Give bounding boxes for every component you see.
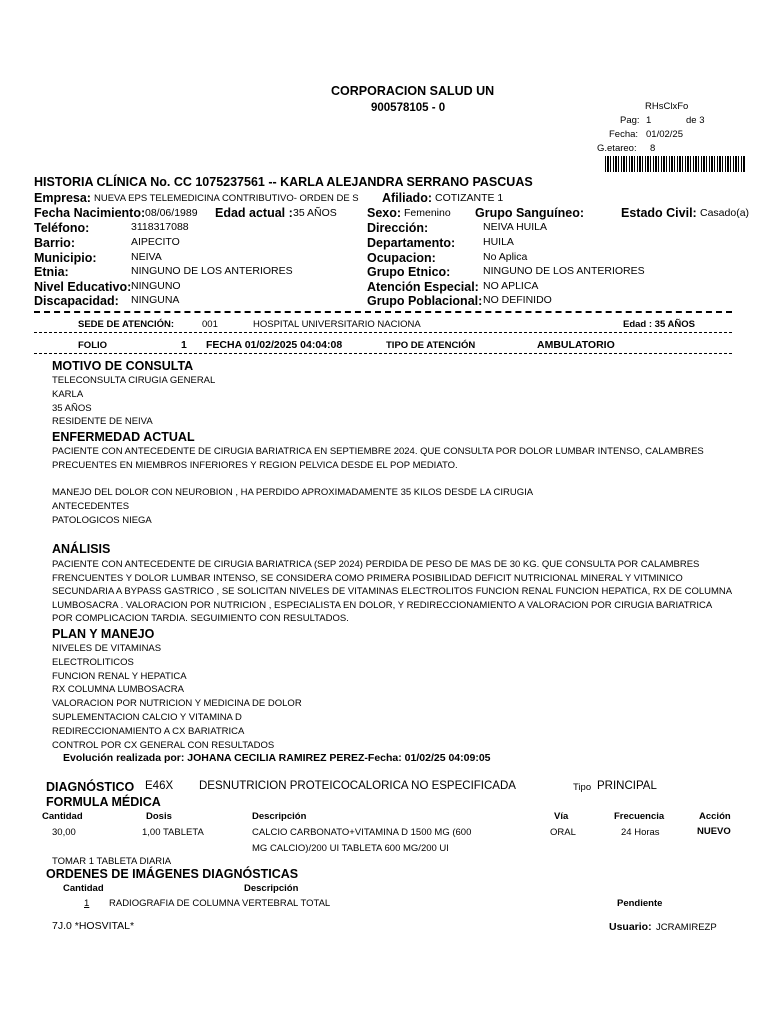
report-date: 01/02/25 [646,129,683,140]
age-group-label: G.etareo: [597,143,637,154]
formula-heading: FORMULA MÉDICA [46,795,161,809]
atencion-especial-value: NO APLICA [483,280,539,292]
motivo-line: TELECONSULTA CIRUGIA GENERAL [52,375,216,386]
divider [34,311,732,313]
tipo-atencion-label: TIPO DE ATENCIÓN [386,340,476,351]
plan-line: NIVELES DE VITAMINAS [52,643,162,654]
motivo-heading: MOTIVO DE CONSULTA [52,359,194,373]
usuario-value: JCRAMIREZP [656,922,717,933]
formula-frecuencia: 24 Horas [621,827,660,838]
sexo-label: Sexo: [367,206,402,220]
age-group: 8 [650,143,656,154]
estado-civil-label: Estado Civil: [621,206,697,220]
grupo-poblacional-label: Grupo Poblacional: [367,294,483,308]
imagenes-heading: ORDENES DE IMÁGENES DIAGNÓSTICAS [46,867,299,881]
atencion-especial-label: Atención Especial: [367,280,479,294]
col-cantidad: Cantidad [42,811,83,822]
imagenes-estado: Pendiente [617,898,663,909]
barrio-label: Barrio: [34,236,75,250]
plan-line: ELECTROLITICOS [52,656,134,668]
motivo-line: KARLA [52,388,84,400]
formula-desc-line1: CALCIO CARBONATO+VITAMINA D 1500 MG (600 [252,827,472,838]
plan-heading: PLAN Y MANEJO [52,627,155,641]
departamento-value: HUILA [483,236,514,248]
plan-line: FUNCION RENAL Y HEPATICA [52,670,187,682]
diagnostico-code: E46X [145,780,174,792]
afiliado-label: Afiliado: [382,191,432,205]
col-dosis: Dosis [146,811,172,822]
imagenes-col-descripcion: Descripción [244,883,299,894]
direccion-value: NEIVA HUILA [483,221,547,233]
direccion-label: Dirección: [367,221,429,235]
sede-code: 001 [202,319,218,330]
nivel-educativo-label: Nivel Educativo: [34,280,132,294]
page-number: 1 [646,115,652,126]
formula-via: ORAL [550,827,576,838]
software-version: 7J.0 *HOSVITAL* [52,920,135,932]
sede-name: HOSPITAL UNIVERSITARIO NACIONA [253,319,421,330]
col-frecuencia: Frecuencia [614,811,665,822]
evolucion-line: Evolución realizada por: JOHANA CECILIA RAMIREZ PEREZ-Fecha: 01/02/25 04:09:05 [63,752,491,764]
tipo-atencion-value: AMBULATORIO [537,339,615,351]
etnia-label: Etnia: [34,265,69,279]
date-label: Fecha: [609,129,639,140]
edad-value: 35 AÑOS [293,207,337,219]
enfermedad-lines [52,486,533,527]
folio-date: FECHA 01/02/2025 04:04:08 [206,339,343,351]
org-name: CORPORACION SALUD UN [331,84,495,98]
discapacidad-label: Discapacidad: [34,294,119,308]
grupo-poblacional-value: NO DEFINIDO [483,294,552,306]
clinical-history-title: HISTORIA CLÍNICA No. CC 1075237561 -- KARLA ALEJANDRA SERRANO PASCUAS [34,175,533,189]
sede-edad: Edad : 35 AÑOS [623,319,695,330]
divider [34,332,732,333]
nivel-educativo-value: NINGUNO [131,280,181,292]
telefono-value: 3118317088 [131,221,189,233]
sexo-value: Femenino [404,207,451,219]
plan-line: RX COLUMNA LUMBOSACRA [52,684,184,696]
barcode [605,156,745,172]
telefono-label: Teléfono: [34,221,90,235]
formula-accion: NUEVO [697,826,731,837]
enfermedad-heading: ENFERMEDAD ACTUAL [52,430,195,444]
motivo-line: RESIDENTE DE NEIVA [52,416,153,428]
enfermedad-paragraph: PACIENTE CON ANTECEDENTE DE CIRUGIA BARIATRICA EN SEPTIEMBRE 2024. QUE CONSULTA POR DOLOR LUMBAR INTENSO, CALAMBRES PRECUENTES EN MIEMBROS INFERIORES Y REGION PELVICA DESDE EL POP MEDIATO. [52,446,704,471]
folio-number: 1 [181,339,187,351]
imagenes-cantidad: 1 [84,898,90,909]
formula-note: TOMAR 1 TABLETA DIARIA [52,856,172,867]
enfermedad-line: ANTECEDENTES [52,500,130,512]
discapacidad-value: NINGUNA [131,294,180,306]
analisis-heading: ANÁLISIS [52,542,111,556]
diagnostico-tipo-label: Tipo [573,782,592,793]
etnia-value: NINGUNO DE LOS ANTERIORES [131,265,293,277]
divider [34,353,732,354]
municipio-value: NEIVA [131,251,162,263]
imagenes-desc: RADIOGRAFIA DE COLUMNA VERTEBRAL TOTAL [109,898,331,909]
grupo-etnico-value: NINGUNO DE LOS ANTERIORES [483,265,645,277]
imagenes-col-cantidad: Cantidad [63,883,104,894]
departamento-label: Departamento: [367,236,456,250]
barrio-value: AIPECITO [131,236,180,248]
municipio-label: Municipio: [34,251,97,265]
diagnostico-desc: DESNUTRICION PROTEICOCALORICA NO ESPECIFICADA [199,780,516,792]
formula-dosis: 1,00 TABLETA [142,827,204,838]
diagnostico-label: DIAGNÓSTICO [46,780,135,794]
empresa-value: NUEVA EPS TELEMEDICINA CONTRIBUTIVO- ORDEN DE S [94,193,359,204]
col-descripcion: Descripción [252,811,307,822]
grupo-sanguineo-label: Grupo Sanguíneo: [475,206,585,220]
sede-label: SEDE DE ATENCIÓN: [78,319,175,330]
motivo-lines [52,374,215,429]
page-label: Pag: [620,115,640,126]
enfermedad-line: PATOLOGICOS NIEGA [52,514,152,526]
usuario-label: Usuario: [609,921,652,933]
plan-line: SUPLEMENTACION CALCIO Y VITAMINA D [52,711,242,723]
afiliado-value: COTIZANTE 1 [435,192,504,204]
motivo-line: 35 AÑOS [52,402,92,414]
fecha-nac-label: Fecha Nacimiento: [34,206,146,220]
formula-desc-line2: MG CALCIO)/200 UI TABLETA 600 MG/200 UI [252,843,449,854]
col-accion: Acción [699,811,731,822]
ocupacion-value: No Aplica [483,251,528,263]
plan-line: REDIRECCIONAMIENTO A CX BARIATRICA [52,725,245,737]
estado-civil-value: Casado(a) [700,207,750,219]
plan-line: CONTROL POR CX GENERAL CON RESULTADOS [52,739,275,751]
analisis-paragraph: PACIENTE CON ANTECEDENTE DE CIRUGIA BARIATRICA (SEP 2024) PERDIDA DE PESO DE MAS DE 30 KG. QUE CONSULTA POR CALAMBRES FRENCUENTES Y DOLOR LUMBAR INTENSO, SE CONSIDERA COMO PRIMERA POSIBILIDAD DEFICIT NUTRICIONAL MINERAL Y VITMINICO SECUNDARIA A BYPASS GASTRICO , SE SOLICITAN NIVELES DE VITAMINAS ELECTROLITOS FUNCION RENAL FUNCION HEPATICA, RX DE COLUMNA LUMBOSACRA . VALORACION POR NUTRICION , ESPECIALISTA EN DOLOR, Y REDIRECCIONAMIENTO A VALORACION POR CIRUGIA BARIATRICA POR COMPLICACION TARDIA. SEGUIMIENTO CON RESULTADOS. [52,559,732,624]
enfermedad-line: MANEJO DEL DOLOR CON NEUROBION , HA PERDIDO APROXIMADAMENTE 35 KILOS DESDE LA CIRUGIA [52,487,534,498]
empresa-label: Empresa: [34,191,91,205]
page-total: de 3 [686,115,705,126]
col-via: Vía [554,811,569,822]
report-code: RHsClxFo [645,101,689,112]
formula-cantidad: 30,00 [52,827,76,838]
folio-label: FOLIO [78,340,108,351]
grupo-etnico-label: Grupo Etnico: [367,265,451,279]
plan-line: VALORACION POR NUTRICION Y MEDICINA DE DOLOR [52,698,302,710]
fecha-nac-value: 08/06/1989 [145,207,198,219]
org-nit: 900578105 - 0 [371,102,446,114]
ocupacion-label: Ocupacion: [367,251,436,265]
diagnostico-tipo: PRINCIPAL [597,780,657,792]
edad-label: Edad actual : [215,206,293,220]
plan-lines [52,642,302,752]
